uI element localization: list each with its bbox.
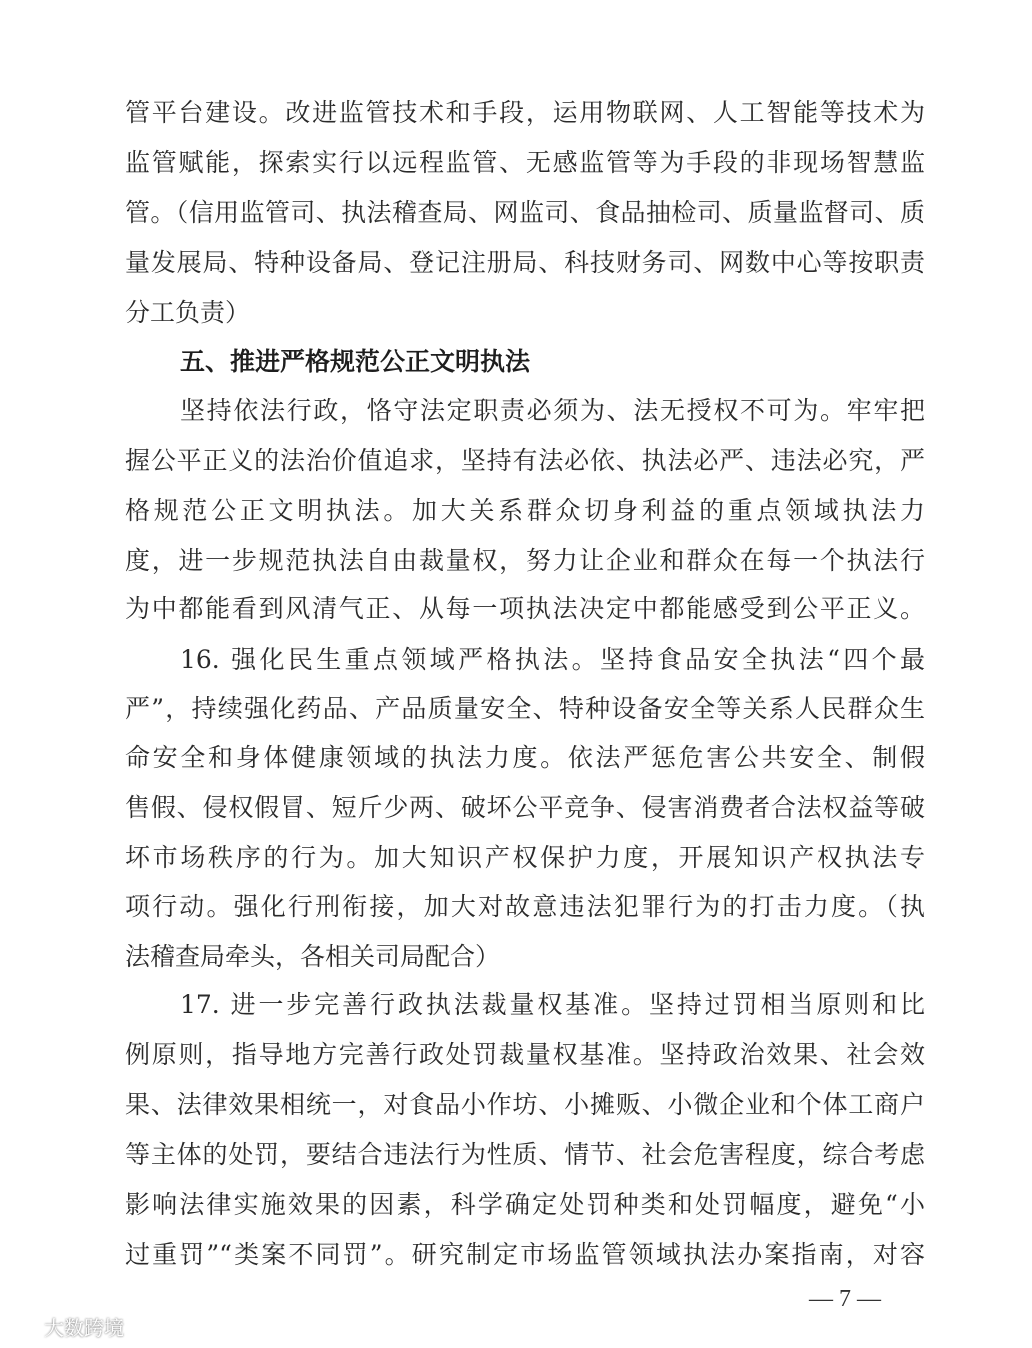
section-heading: 五、推进严格规范公正文明执法: [180, 347, 531, 376]
text-line: 管平台建设。改进监管技术和手段，运用物联网、人工智能等技术为: [125, 98, 925, 127]
text-line: 严”，持续强化药品、产品质量安全、特种设备安全等关系人民群众生: [125, 694, 925, 723]
text-line: 项行动。强化行刑衔接，加大对故意违法犯罪行为的打击力度。（执: [125, 892, 925, 921]
text-line: 16. 强化民生重点领域严格执法。坚持食品安全执法“四个最: [180, 645, 925, 674]
text-line: 过重罚”“类案不同罚”。研究制定市场监管领域执法办案指南，对容: [125, 1240, 925, 1269]
text-line: 量发展局、特种设备局、登记注册局、科技财务司、网数中心等按职责: [125, 248, 925, 277]
text-line: 例原则，指导地方完善行政处罚裁量权基准。坚持政治效果、社会效: [125, 1040, 925, 1069]
text-line: 度，进一步规范执法自由裁量权，努力让企业和群众在每一个执法行: [125, 546, 925, 575]
text-line: 17. 进一步完善行政执法裁量权基准。坚持过罚相当原则和比: [180, 990, 925, 1019]
watermark: [6, 1312, 124, 1341]
text-line: 果、法律效果相统一，对食品小作坊、小摊贩、小微企业和个体工商户: [125, 1090, 925, 1119]
text-line: 法稽查局牵头，各相关司局配合）: [125, 942, 501, 971]
text-line: 命安全和身体健康领域的执法力度。依法严惩危害公共安全、制假: [125, 743, 925, 772]
text-line: 分工负责）: [125, 298, 251, 327]
text-line: 影响法律实施效果的因素，科学确定处罚种类和处罚幅度，避免“小: [125, 1190, 925, 1219]
text-line: 售假、侵权假冒、短斤少两、破坏公平竞争、侵害消费者合法权益等破: [125, 793, 925, 822]
text-line: 管。（信用监管司、执法稽查局、网监司、食品抽检司、质量监督司、质: [125, 198, 925, 227]
text-line: 等主体的处罚，要结合违法行为性质、情节、社会危害程度，综合考虑: [125, 1140, 925, 1169]
watermark-text: 大数跨境: [44, 1316, 124, 1340]
text-line: 监管赋能，探索实行以远程监管、无感监管等为手段的非现场智慧监: [125, 148, 925, 177]
text-line: 坏市场秩序的行为。加大知识产权保护力度，开展知识产权执法专: [125, 843, 925, 872]
text-line: 坚持依法行政，恪守法定职责必须为、法无授权不可为。牢牢把: [180, 396, 925, 425]
watermark-logo-icon: [6, 1314, 40, 1340]
text-line: 握公平正义的法治价值追求，坚持有法必依、执法必严、违法必究，严: [125, 446, 925, 475]
text-line: 格规范公正文明执法。加大关系群众切身利益的重点领域执法力: [125, 496, 925, 525]
page-number: — 7 —: [809, 1286, 881, 1312]
text-line: 为中都能看到风清气正、从每一项执法决定中都能感受到公平正义。: [125, 594, 925, 623]
